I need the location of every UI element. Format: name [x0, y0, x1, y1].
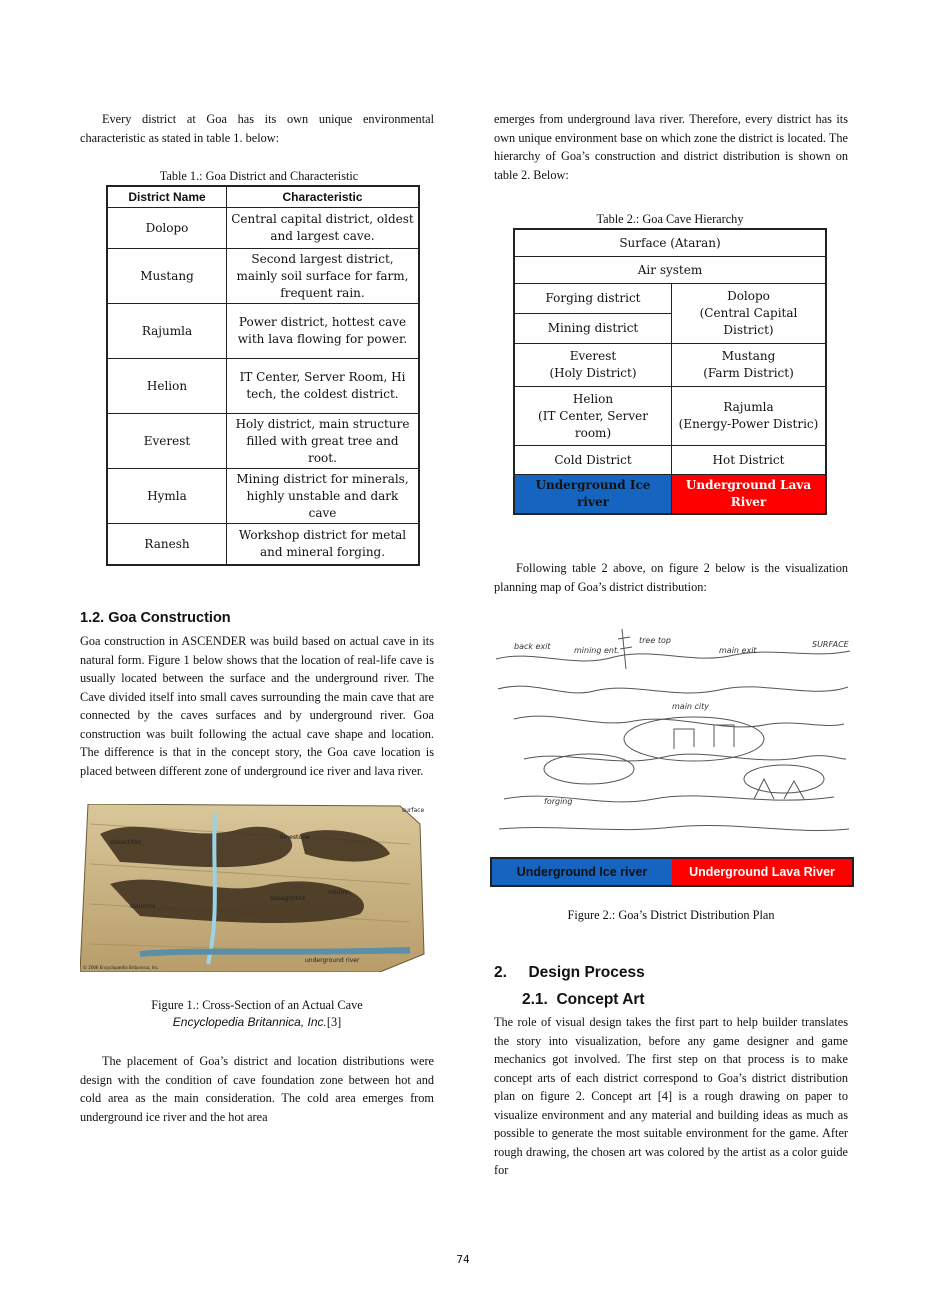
table1-header-district: District Name [107, 186, 227, 208]
figure1-label-columns: columns [130, 903, 156, 910]
table2-caption: Table 2.: Goa Cave Hierarchy [596, 212, 744, 226]
intro-paragraph: Every district at Goa has its own unique environmental characteristic as stated in table 1. below: [80, 112, 434, 145]
district-characteristic: Second largest district, mainly soil surface for farm, frequent rain. [227, 249, 420, 304]
left-column [80, 110, 434, 1126]
figure1-label-stalactites: stalactites [110, 839, 141, 846]
figure1-label-limestone: limestone [280, 834, 310, 841]
district-name: Hymla [107, 469, 227, 524]
figure1-label-stalagmites: stalagmites [270, 895, 305, 902]
figure1-caption: Figure 1.: Cross-Section of an Actual Cave [151, 998, 363, 1012]
sketch-label-tree-top: tree top [639, 636, 671, 645]
figure1-label-surface: surface [402, 807, 425, 814]
following-paragraph: Following table 2 above, on figure 2 below is the visualization planning map of Goa’s district distribution: [494, 561, 848, 594]
hierarchy-everest-cell [514, 344, 672, 387]
hierarchy-forging: Forging district [514, 284, 672, 314]
hierarchy-lava-river: Underground Lava River [672, 475, 827, 515]
hierarchy-rajumla-sub: (Energy-Power Distric) [678, 417, 819, 431]
figure1-copyright: © 2006 Encyclopædia Britannica, Inc. [83, 965, 160, 970]
table-row [107, 208, 419, 249]
district-characteristic: IT Center, Server Room, Hi tech, the coldest district. [227, 359, 420, 414]
cave-hierarchy-table [513, 228, 827, 515]
district-characteristic: Power district, hottest cave with lava flowing for power. [227, 304, 420, 359]
figure1-source-line [80, 1014, 434, 1031]
district-name: Helion [107, 359, 227, 414]
hierarchy-helion-cell [514, 387, 672, 446]
hierarchy-dolopo-sub: (Central Capital District) [699, 306, 798, 337]
section-heading-goa-construction: 1.2. Goa Construction [80, 610, 231, 626]
hierarchy-ice-river: Underground Ice river [514, 475, 672, 515]
page-number: 74 [456, 1253, 470, 1266]
table-row [107, 304, 419, 359]
hierarchy-air-system: Air system [514, 257, 826, 284]
hierarchy-dolopo-cell [672, 284, 827, 344]
district-name: Rajumla [107, 304, 227, 359]
hierarchy-surface: Surface (Ataran) [514, 229, 826, 257]
sketch-label-main-exit: main exit [719, 646, 757, 655]
hierarchy-mustang-sub: (Farm District) [703, 366, 794, 380]
sketch-label-main-city: main city [672, 702, 710, 711]
concept-art-paragraph: The role of visual design takes the first part to help builder translates the story into visualization, before any game designer and game mechanics got involved. The first step on that process is to make concept arts of each district correspond to Goa’s district distribution plan on figure 2. Concept art [4] is a rough drawing on paper to visualize environment and any material and building ideas as much as possible to generate the most suitable environment for the game. After rough drawing, the chosen art was colored by the artist as a color guide for [494, 1015, 848, 1177]
figure2-caption: Figure 2.: Goa’s District Distribution Plan [567, 908, 775, 922]
hierarchy-hot-district: Hot District [672, 446, 827, 475]
table-row [107, 524, 419, 566]
hierarchy-cold-district: Cold District [514, 446, 672, 475]
hierarchy-everest-sub: (Holy District) [549, 366, 637, 380]
legend-lava-river: Underground Lava River [672, 859, 852, 885]
hierarchy-everest: Everest [569, 349, 617, 363]
table-row [107, 469, 419, 524]
legend-ice-river: Underground Ice river [492, 859, 672, 885]
hierarchy-mining: Mining district [514, 314, 672, 344]
construction-paragraph: Goa construction in ASCENDER was build based on actual cave in its natural form. Figure 1 below shows that the location of real-life cave is usually located between the surface and the underground river. The Cave divided itself into small caves surrounding the main cave that are connected by the caves surfaces and by underground river. Goa construction was built following the actual cave shape and location. The difference is that in the concept story, the Goa cave location is placed between different zone of underground ice river and lava river. [80, 634, 434, 778]
district-name: Ranesh [107, 524, 227, 566]
figure1-label-column: column [328, 889, 351, 896]
district-table [106, 185, 420, 566]
section-heading-design-process: 2. Design Process [494, 964, 645, 981]
table-row [107, 414, 419, 469]
hierarchy-helion: Helion [572, 391, 614, 406]
table1-header-characteristic: Characteristic [227, 186, 420, 208]
figure1-label-underground-river: underground river [305, 957, 360, 964]
cave-cross-section-figure [80, 804, 434, 972]
sketch-label-forging: forging [544, 797, 573, 806]
hierarchy-helion-sub: (IT Center, Server room) [538, 408, 648, 440]
district-name: Mustang [107, 249, 227, 304]
table-row [107, 249, 419, 304]
sketch-label-surface: SURFACE [812, 640, 849, 649]
right-column [494, 110, 848, 1180]
hierarchy-rajumla: Rajumla [723, 400, 774, 414]
hierarchy-mustang: Mustang [721, 349, 776, 363]
district-name: Everest [107, 414, 227, 469]
table1-caption: Table 1.: Goa District and Characteristic [159, 169, 359, 183]
hierarchy-mustang-cell [672, 344, 827, 387]
hierarchy-rajumla-cell [672, 387, 827, 446]
placement-paragraph: The placement of Goa’s district and location distributions were design with the condition of cave foundation zone between hot and cold area as the main consideration. The cold area emerges from underground ice river and the hot area [80, 1054, 434, 1124]
sketch-label-back-exit: back exit [514, 642, 551, 651]
district-characteristic: Holy district, main structure filled with great tree and root. [227, 414, 420, 469]
hierarchy-dolopo: Dolopo [727, 289, 770, 303]
figure1-source: Encyclopedia Britannica, Inc. [172, 1015, 327, 1029]
district-name: Dolopo [107, 208, 227, 249]
figure1-ref: [3] [326, 1015, 342, 1029]
sketch-label-mining-entrance: mining ent. [574, 646, 620, 655]
district-characteristic: Central capital district, oldest and largest cave. [227, 208, 420, 249]
section-heading-concept-art: 2.1. Concept Art [522, 991, 645, 1008]
district-characteristic: Mining district for minerals, highly unstable and dark cave [227, 469, 420, 524]
district-characteristic: Workshop district for metal and mineral forging. [227, 524, 420, 566]
table-row [107, 359, 419, 414]
river-legend [490, 857, 854, 887]
district-plan-sketch [494, 629, 852, 847]
continued-paragraph: emerges from underground lava river. Therefore, every district has its own unique environment base on which zone the district is located. The hierarchy of Goa’s construction and district distribution is shown on table 2. Below: [494, 112, 848, 182]
